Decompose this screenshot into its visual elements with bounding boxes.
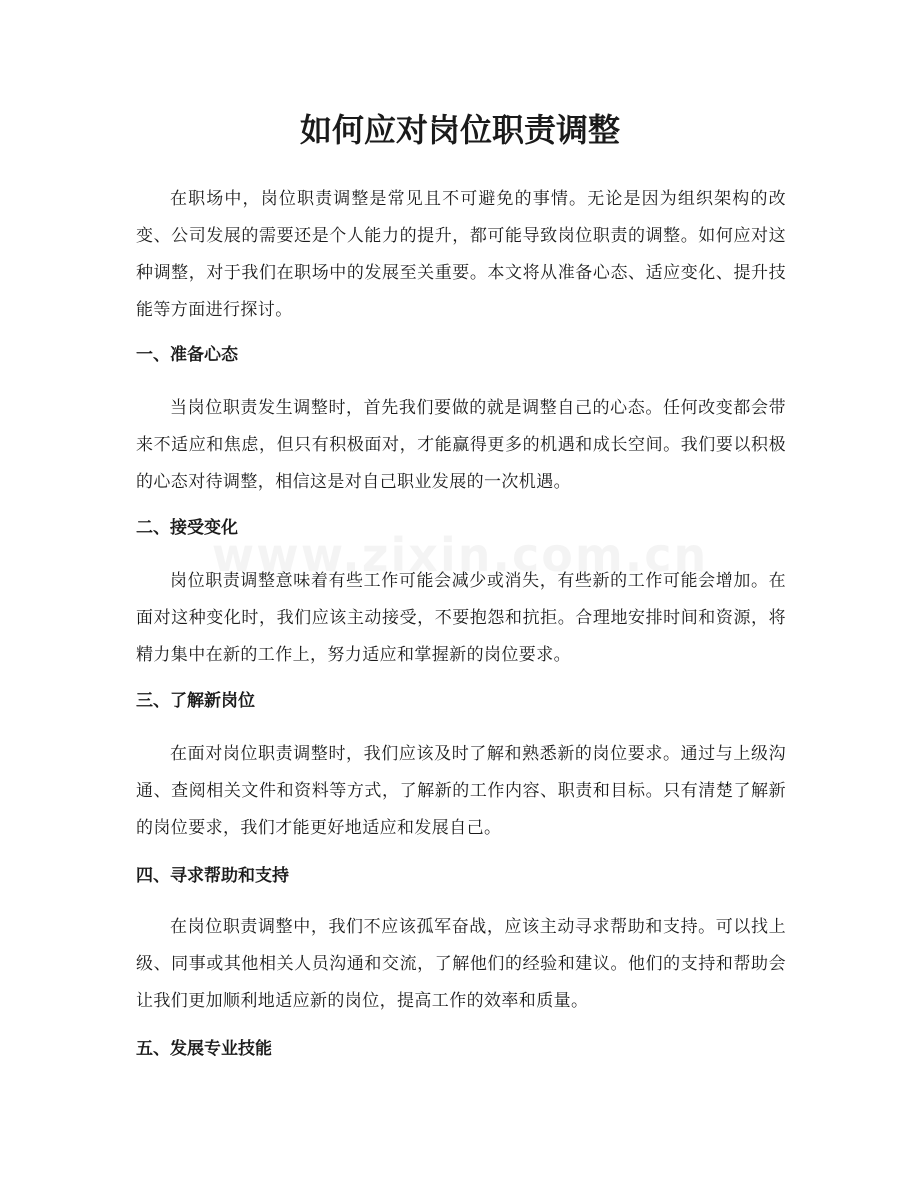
section-heading-2: 二、接受变化 — [136, 518, 238, 538]
section-heading-1: 一、准备心态 — [136, 345, 238, 365]
intro-paragraph: 在职场中，岗位职责调整是常见且不可避免的事情。无论是因为组织架构的改变、公司发展的需要还是个人能力的提升，都可能导致岗位职责的调整。如何应对这种调整，对于我们在职场中的发展至关重要。本文将从准备心态、适应变化、提升技能等方面进行探讨。 — [136, 189, 786, 320]
section-body-2: 岗位职责调整意味着有些工作可能会减少或消失，有些新的工作可能会增加。在面对这种变化时，我们应该主动接受，不要抱怨和抗拒。合理地安排时间和资源，将精力集中在新的工作上，努力适应和掌握新的岗位要求。 — [136, 571, 786, 665]
section-body-4: 在岗位职责调整中，我们不应该孤军奋战，应该主动寻求帮助和支持。可以找上级、同事或其他相关人员沟通和交流，了解他们的经验和建议。他们的支持和帮助会让我们更加顺利地适应新的岗位，提高工作的效率和质量。 — [136, 917, 786, 1011]
section-body-3: 在面对岗位职责调整时，我们应该及时了解和熟悉新的岗位要求。通过与上级沟通、查阅相关文件和资料等方式，了解新的工作内容、职责和目标。只有清楚了解新的岗位要求，我们才能更好地适应和发展自己。 — [136, 744, 786, 838]
section-heading-5: 五、发展专业技能 — [136, 1039, 272, 1059]
section-heading-4: 四、寻求帮助和支持 — [136, 866, 289, 886]
document-title: 如何应对岗位职责调整 — [299, 111, 620, 149]
section-body-1: 当岗位职责发生调整时，首先我们要做的就是调整自己的心态。任何改变都会带来不适应和焦虑，但只有积极面对，才能赢得更多的机遇和成长空间。我们要以积极的心态对待调整，相信这是对自己职业发展的一次机遇。 — [136, 398, 786, 492]
section-heading-3: 三、了解新岗位 — [136, 691, 255, 711]
